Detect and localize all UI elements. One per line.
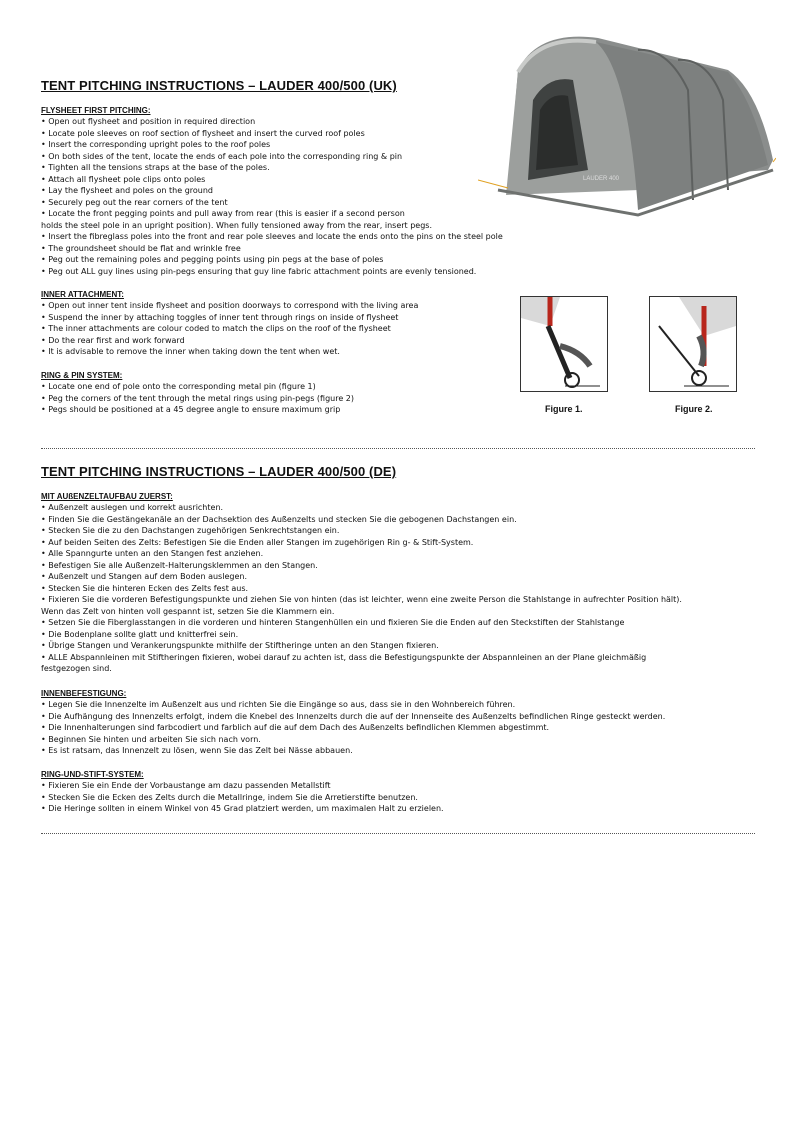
list-item: • Legen Sie die Innenzelte im Außenzelt aus und richten Sie die Eingänge so aus, dass sie in den Wohnbereich führen.: [41, 700, 516, 709]
list-item: • Stecken Sie die zu den Dachstangen zugehörigen Senkrechtstangen ein.: [41, 526, 340, 535]
list-item: • Außenzelt und Stangen auf dem Boden auslegen.: [41, 572, 247, 581]
list-item: • Do the rear first and work forward: [41, 335, 185, 345]
list-item: • Open out inner tent inside flysheet and position doorways to correspond with the living area: [41, 301, 419, 310]
list-item: • Lay the flysheet and poles on the ground: [41, 186, 214, 195]
list-item: • Peg out the remaining poles and pegging points using pin pegs at the base of poles: [41, 255, 384, 264]
list-item: • Suspend the inner by attaching toggles of inner tent through rings on inside of flysheet: [41, 312, 399, 322]
list-item: • The groundsheet should be flat and wrinkle free: [41, 243, 241, 253]
list-item: • Stecken Sie die Ecken des Zelts durch die Metallringe, indem Sie die Arretierstifte benutzen.: [41, 792, 418, 802]
list-item: • ALLE Abspannleinen mit Stiftheringen fixieren, wobei darauf zu achten ist, dass die Befestigungspunkte der Abspannleinen an der Plane gleichmäßig: [41, 652, 647, 662]
figure-1-image: [520, 296, 608, 392]
list-item: • Securely peg out the rear corners of the tent: [41, 197, 228, 207]
de-ring-list: [41, 780, 761, 815]
list-item: • Open out flysheet and position in required direction: [41, 117, 256, 126]
list-item: • Beginnen Sie hinten und arbeiten Sie sich nach vorn.: [41, 734, 261, 744]
list-item: • Insert the corresponding upright poles to the roof poles: [41, 140, 271, 149]
list-item: • Alle Spanngurte unten an den Stangen fest anziehen.: [41, 549, 264, 558]
list-item: • Locate the front pegging points and pull away from rear (this is easier if a second person: [41, 209, 405, 218]
list-item: • Die Heringe sollten in einem Winkel von 45 Grad platziert werden, um maximalen Halt zu erzielen.: [41, 804, 444, 813]
list-item: • Übrige Stangen und Verankerungspunkte mithilfe der Stiftheringe unten an den Stangen fixieren.: [41, 641, 439, 650]
tent-logo: LAUDER 400: [583, 176, 620, 182]
de-flysheet-list: [41, 502, 761, 675]
figure-2-label: Figure 2.: [675, 404, 713, 414]
list-item: • Pegs should be positioned at a 45 degree angle to ensure maximum grip: [41, 405, 341, 414]
section-divider: [41, 833, 755, 834]
list-item: • Es ist ratsam, das Innenzelt zu lösen, wenn Sie das Zelt bei Nässe abbauen.: [41, 746, 353, 755]
list-item: • Außenzelt auslegen und korrekt ausrichten.: [41, 503, 224, 512]
section-divider: [41, 448, 755, 449]
list-item: • Die Bodenplane sollte glatt und knitterfrei sein.: [41, 629, 239, 639]
uk-ring-list: [41, 381, 481, 416]
uk-inner-heading: INNER ATTACHMENT:: [41, 290, 124, 299]
figure-2-image: [649, 296, 737, 392]
uk-flysheet-list: [41, 116, 571, 277]
uk-ring-heading: RING & PIN SYSTEM:: [41, 371, 123, 380]
list-item: • Fixieren Sie die vorderen Befestigungspunkte und ziehen Sie von hinten (das ist leichter, wenn eine zweite Person die Stahlstange in aufrechter Position hält).: [41, 595, 682, 604]
list-item: • Finden Sie die Gestängekanäle an der Dachsektion des Außenzelts und stecken Sie die gebogenen Dachstangen ein.: [41, 514, 517, 524]
list-item: • Peg out ALL guy lines using pin-pegs ensuring that guy line fabric attachment points are evenly tensioned.: [41, 266, 477, 276]
de-ring-heading: RING-UND-STIFT-SYSTEM:: [41, 770, 144, 779]
list-item: festgezogen sind.: [41, 664, 112, 673]
list-item: holds the steel pole in an upright position). When fully tensioned away from the rear, insert pegs.: [41, 220, 433, 230]
figure-1-label: Figure 1.: [545, 404, 583, 414]
list-item: • Attach all flysheet pole clips onto poles: [41, 174, 206, 184]
uk-title: TENT PITCHING INSTRUCTIONS – LAUDER 400/500 (UK): [41, 78, 397, 93]
list-item: • It is advisable to remove the inner when taking down the tent when wet.: [41, 347, 340, 356]
uk-inner-list: [41, 300, 481, 358]
list-item: • On both sides of the tent, locate the ends of each pole into the corresponding ring & pin: [41, 151, 403, 161]
de-inner-list: [41, 699, 761, 757]
list-item: • Auf beiden Seiten des Zelts: Befestigen Sie die Enden aller Stangen im zugehörigen Rin g- & Stift-System.: [41, 537, 474, 547]
list-item: • Die Innenhalterungen sind farbcodiert und farblich auf die auf dem Dach des Außenzelts befindlichen Klemmen abgestimmt.: [41, 723, 550, 732]
de-inner-heading: INNENBEFESTIGUNG:: [41, 689, 127, 698]
list-item: • Die Aufhängung des Innenzelts erfolgt, indem die Knebel des Innenzelts durch die auf der Innenseite des Außenzelts befindlichen Ringe gesteckt werden.: [41, 711, 666, 721]
uk-flysheet-heading: FLYSHEET FIRST PITCHING:: [41, 106, 151, 115]
list-item: • Tighten all the tensions straps at the base of the poles.: [41, 163, 270, 172]
list-item: • Befestigen Sie alle Außenzelt-Halterungsklemmen an den Stangen.: [41, 560, 318, 570]
list-item: • Insert the fibreglass poles into the front and rear pole sleeves and locate the ends onto the pins on the steel pole: [41, 232, 503, 241]
list-item: • Peg the corners of the tent through the metal rings using pin-pegs (figure 2): [41, 393, 355, 403]
list-item: • Locate one end of pole onto the corresponding metal pin (figure 1): [41, 382, 316, 391]
de-flysheet-heading: MIT AUßENZELTAUFBAU ZUERST:: [41, 492, 173, 501]
de-title: TENT PITCHING INSTRUCTIONS – LAUDER 400/500 (DE): [41, 464, 397, 479]
list-item: • Fixieren Sie ein Ende der Vorbaustange am dazu passenden Metallstift: [41, 781, 331, 790]
list-item: • Locate pole sleeves on roof section of flysheet and insert the curved roof poles: [41, 128, 365, 138]
list-item: Wenn das Zelt von hinten voll gespannt ist, setzen Sie die Klammern ein.: [41, 606, 335, 616]
list-item: • The inner attachments are colour coded to match the clips on the roof of the flysheet: [41, 324, 391, 333]
list-item: • Setzen Sie die Fiberglasstangen in die vorderen und hinteren Stangenhüllen ein und fixieren Sie die Enden auf den Steckstiften der Stahlstange: [41, 618, 625, 627]
list-item: • Stecken Sie die hinteren Ecken des Zelts fest aus.: [41, 583, 249, 593]
